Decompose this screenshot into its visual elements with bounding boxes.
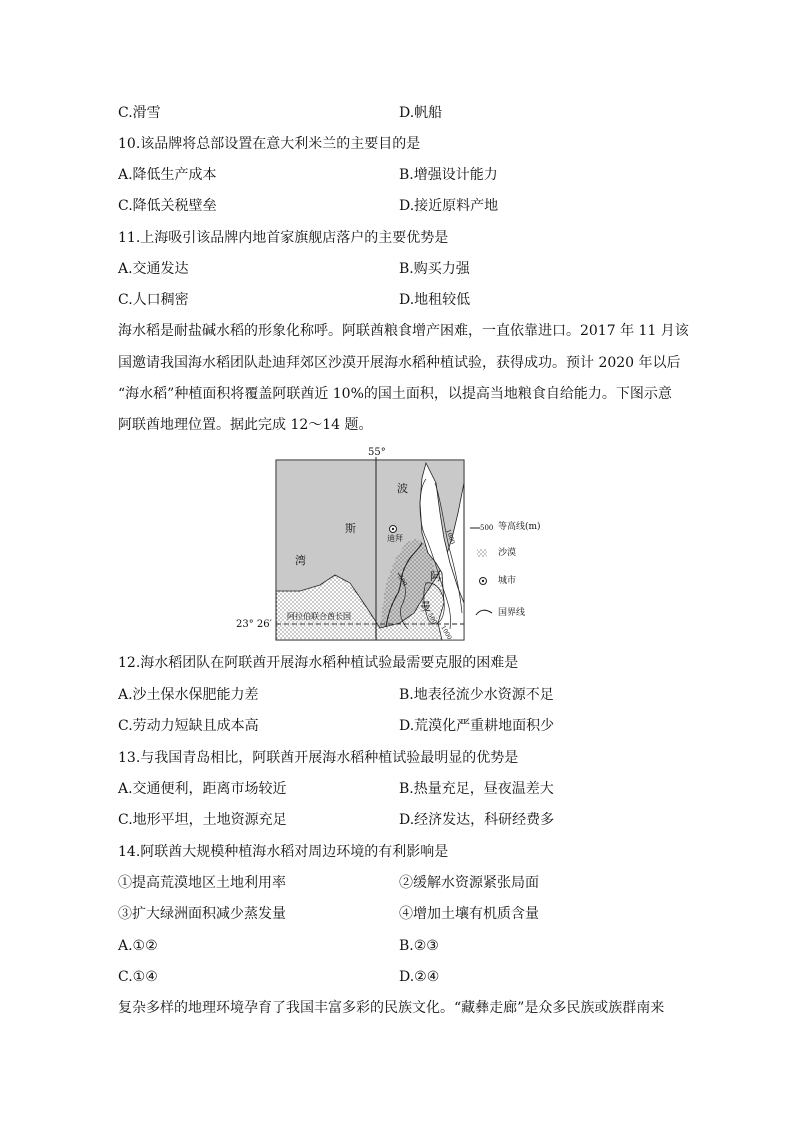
passage-line-1: 海水稻是耐盐碱水稻的形象化称呼。阿联酋粮食增产困难，一直依靠进口。2017 年 11 月该 [118, 323, 689, 339]
q9-option-d: D.帆船 [399, 105, 443, 121]
q14-statement-3: ③扩大绿洲面积减少蒸发量 [118, 906, 286, 922]
country-label: 阿拉伯联合酋长国 [287, 612, 351, 621]
q10-option-d: D.接近原料产地 [399, 198, 499, 214]
legend-desert-symbol [477, 549, 487, 557]
q13-option-c: C.地形平坦，土地资源充足 [118, 812, 287, 828]
legend-city-text: 城市 [498, 576, 517, 586]
q10-option-b: B.增强设计能力 [399, 167, 498, 183]
q10-option-c: C.降低关税壁垒 [118, 198, 217, 214]
oman-label-2: 曼 [420, 600, 431, 613]
q12-option-d: D.荒漠化严重耕地面积少 [399, 718, 555, 734]
q12-option-c: C.劳动力短缺且成本高 [118, 718, 259, 734]
contour-label-2: 1000 [444, 528, 457, 546]
legend-desert-text: 沙漠 [498, 548, 517, 558]
contour-label-3: 500 [426, 612, 439, 626]
q11-option-d: D.地租较低 [399, 292, 471, 308]
q14-statement-2: ②缓解水资源紧张局面 [399, 875, 539, 891]
q10-stem: 10.该品牌将总部设置在意大利米兰的主要目的是 [118, 136, 421, 152]
legend-border-text: 国界线 [498, 608, 526, 618]
q14-statement-4: ④增加土壤有机质含量 [399, 906, 539, 922]
contour-label-4: 1000 [439, 624, 453, 642]
q13-stem: 13.与我国青岛相比，阿联酋开展海水稻种植试验最明显的优势是 [118, 750, 519, 766]
passage-line-4: 阿联酋地理位置。据此完成 12～14 题。 [118, 417, 373, 433]
longitude-label: 55° [368, 447, 386, 458]
gulf-label-2: 斯 [345, 522, 356, 535]
passage-line-2: 国邀请我国海水稻团队赴迪拜郊区沙漠开展海水稻种植试验，获得成功。预计 2020 年以后 [118, 355, 681, 371]
q14-stem: 14.阿联酋大规模种植海水稻对周边环境的有利影响是 [118, 844, 449, 860]
latitude-label: 23° 26′ [236, 619, 272, 630]
contour-label-1: 500 [396, 574, 409, 588]
dubai-city-dot [392, 528, 394, 530]
q12-option-b: B.地表径流少水资源不足 [399, 687, 554, 703]
legend-contour-value: 500 [480, 524, 494, 532]
q11-stem: 11.上海吸引该品牌内地首家旗舰店落户的主要优势是 [118, 230, 449, 246]
passage-line-3: “海水稻”种植面积将覆盖阿联酋近 10%的国土面积，以提高当地粮食自给能力。下图示意 [118, 386, 672, 402]
uae-location-map [230, 443, 550, 643]
q14-option-c: C.①④ [118, 969, 158, 985]
tail-passage-line-1: 复杂多样的地理环境孕育了我国丰富多彩的民族文化。“藏彝走廊”是众多民族或族群南来 [118, 1000, 665, 1016]
q12-option-a: A.沙土保水保肥能力差 [118, 687, 259, 703]
gulf-label-3: 湾 [295, 554, 306, 567]
q14-option-b: B.②③ [399, 938, 439, 954]
q11-option-b: B.购买力强 [399, 261, 470, 277]
legend-contour-text: 等高线(m) [498, 522, 541, 532]
q12-stem: 12.海水稻团队在阿联酋开展海水稻种植试验最需要克服的困难是 [118, 655, 519, 671]
q14-option-a: A.①② [118, 938, 158, 954]
q14-statement-1: ①提高荒漠地区土地利用率 [118, 875, 286, 891]
q10-option-a: A.降低生产成本 [118, 167, 217, 183]
q14-option-d: D.②④ [399, 969, 440, 985]
gulf-label-1: 波 [397, 482, 408, 495]
dubai-label: 迪拜 [387, 534, 403, 543]
q13-option-d: D.经济发达，科研经费多 [399, 812, 555, 828]
q11-option-a: A.交通发达 [118, 261, 189, 277]
q13-option-b: B.热量充足，昼夜温差大 [399, 781, 554, 797]
q11-option-c: C.人口稠密 [118, 292, 189, 308]
q13-option-a: A.交通便利，距离市场较近 [118, 781, 287, 797]
q9-option-c: C.滑雪 [118, 105, 161, 121]
legend-border-symbol [476, 610, 492, 615]
oman-label-1: 阿 [430, 570, 441, 583]
